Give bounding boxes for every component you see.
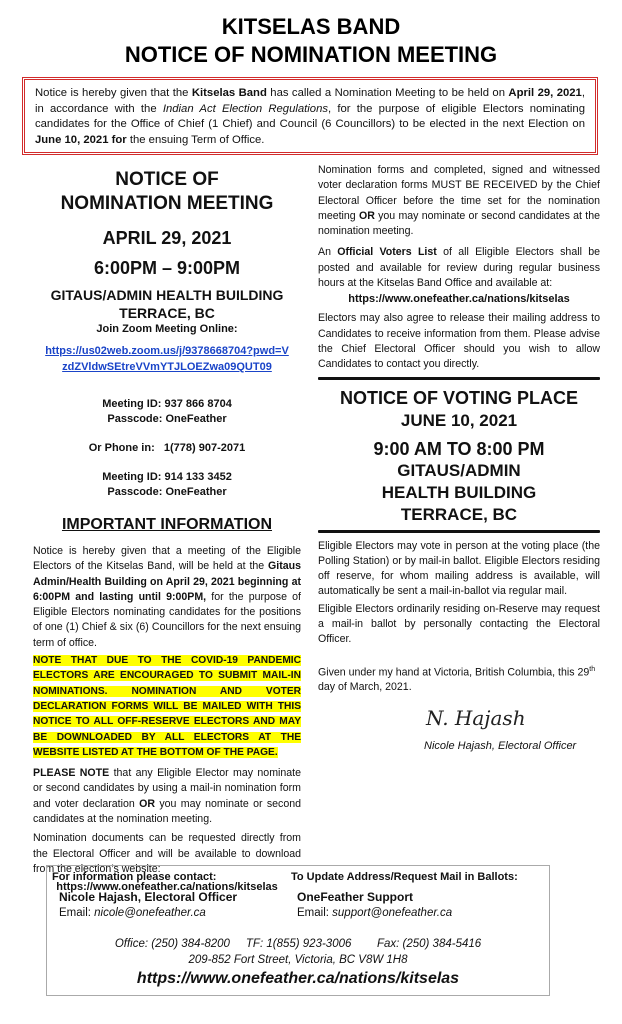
- zoom-link[interactable]: [33, 343, 301, 375]
- day: 29: [577, 666, 590, 679]
- meeting-location-2: TERRACE, BC: [119, 305, 215, 321]
- meeting-id-2: Meeting ID: 914 133 3452: [102, 471, 232, 483]
- email-label: Email:: [297, 907, 333, 919]
- regulations-name: Indian Act Election Regulations: [162, 102, 329, 115]
- footer-website-url[interactable]: https://www.onefeather.ca/nations/kitselas: [136, 970, 460, 987]
- election-website-url[interactable]: https://www.onefeather.ca/nations/kitselas: [56, 881, 278, 894]
- intro-notice-box: [22, 77, 598, 155]
- office-phone: Office: (250) 384-8200: [114, 938, 230, 950]
- divider-top: [318, 377, 600, 380]
- meeting-heading-1: NOTICE OF: [115, 169, 219, 190]
- right-column: [318, 163, 600, 752]
- text: day of March, 2021.: [318, 681, 412, 694]
- voting-paragraph-2: Eligible Electors ordinarily residing on-Reserve may request a mail-in ballot by personally contacting the Electoral Officer.: [318, 602, 600, 646]
- email-link[interactable]: support@onefeather.ca: [332, 907, 453, 919]
- right-paragraph-2: [318, 245, 600, 291]
- text: for the purpose of Eligible Electors nominating candidates for the positions of one (1) Chief & six (6) Councillors for the next ensuing term of office.: [33, 590, 301, 649]
- voting-date: JUNE 10, 2021: [400, 410, 518, 430]
- intro-text: , in accordance with the: [35, 87, 585, 115]
- text: Nomination forms and completed, signed and witnessed voter declaration forms MUST BE RECEIVED by the Chief Electoral Officer before the time set for the nomination meeting: [318, 164, 600, 222]
- document-title: KITSELAS BAND: [221, 14, 401, 39]
- voters-list-url[interactable]: https://www.onefeather.ca/nations/kitselas: [348, 293, 570, 306]
- voting-paragraph-1: Eligible Electors may vote in person at the voting place (the Polling Station) or by mail-in ballot. Eligible Electors residing off reserve, for whom mailing address is available, will automatically be sent a mail-in-ballot via regular mail.: [318, 539, 600, 598]
- voters-list: Official Voters List: [337, 246, 437, 259]
- email-link[interactable]: nicole@onefeather.ca: [94, 907, 206, 919]
- meeting-location-1: GITAUS/ADMIN HEALTH BUILDING: [50, 287, 284, 303]
- right-paragraph-1: [318, 163, 600, 239]
- signature: N. Hajash: [426, 705, 526, 730]
- passcode-1: Passcode: OneFeather: [107, 413, 227, 425]
- important-info-heading: IMPORTANT INFORMATION: [61, 516, 273, 533]
- divider-bottom: [318, 530, 600, 533]
- band-name: Kitselas Band: [191, 87, 267, 99]
- contact-email-left: [59, 907, 206, 919]
- zoom-link-line-1[interactable]: https://us02web.zoom.us/j/9378668704?pwd=V: [45, 345, 289, 357]
- please-note: PLEASE NOTE: [33, 767, 110, 780]
- voting-location-1: GITAUS/ADMIN: [397, 460, 521, 480]
- signer-name: Nicole Hajash, Electoral Officer: [424, 739, 577, 752]
- voting-time: 9:00 AM TO 8:00 PM: [373, 438, 545, 459]
- ordinal: th: [589, 665, 596, 673]
- contact-name-left: Nicole Hajash, Electoral Officer: [59, 890, 238, 904]
- given-under-hand: [318, 662, 600, 696]
- text: of all Eligible Electors shall be posted and available for review during regular business hours at the Kitselas Band Office and available at:: [318, 246, 600, 290]
- or-bold: OR: [139, 797, 155, 810]
- contact-name-right: OneFeather Support: [297, 890, 414, 904]
- toll-free-phone: TF: 1(855) 923-3006: [245, 938, 352, 950]
- fax-number: Fax: (250) 384-5416: [376, 938, 482, 950]
- intro-paragraph: [35, 86, 585, 148]
- intro-text: the ensuing Term of Office.: [126, 133, 265, 146]
- text: you may nominate or second candidates at the nomination meeting.: [33, 797, 301, 826]
- meeting-date: APRIL 29, 2021: [102, 228, 232, 248]
- important-paragraph-3: Nomination documents can be requested directly from the Electoral Officer and will be available to download from the election’s website:: [33, 832, 301, 875]
- contact-heading-right: To Update Address/Request Mail in Ballots:: [291, 871, 518, 883]
- text: that any Eligible Elector may nominate or second candidates by using a mail-in nomination form and voter declaration: [33, 767, 301, 810]
- contact-box: [46, 865, 550, 996]
- text: you may nominate or second candidates at the nomination meeting.: [318, 209, 600, 238]
- left-column: [33, 168, 301, 893]
- important-paragraph-2: [33, 766, 301, 827]
- voting-heading: NOTICE OF VOTING PLACE: [339, 387, 578, 408]
- zoom-link-line-2[interactable]: zdZVldwSEtreVVmYTJLOEZwa09QUT09: [62, 361, 272, 373]
- phone-numbers: [47, 938, 549, 950]
- meeting-heading-2: NOMINATION MEETING: [60, 193, 274, 214]
- important-paragraph-1: [33, 544, 301, 651]
- intro-text: has called a Nomination Meeting to be held on: [266, 87, 509, 99]
- covid-note: [33, 653, 301, 760]
- intro-text: , for the purpose of eligible Electors nominating candidates for the Office of Chief (1 Chief) and Council (6 Councillors) to be elected in the next Election on: [35, 102, 586, 130]
- text-bold: Gitaus Admin/Health Building on April 29, 2021 beginning at 6:00PM and lasting until 9:00PM,: [33, 560, 301, 603]
- election-date: June 10, 2021 for: [35, 133, 127, 146]
- voting-location-2: HEALTH BUILDING: [381, 482, 537, 502]
- contact-email-right: [297, 907, 452, 919]
- or-bold: OR: [358, 209, 375, 222]
- email-label: Email:: [59, 907, 95, 919]
- voting-location-3: TERRACE, BC: [400, 504, 518, 524]
- contact-heading-left: For information please contact:: [52, 871, 217, 883]
- text: An: [318, 246, 338, 259]
- phone-in: Or Phone in: 1(778) 907-2071: [88, 442, 246, 454]
- right-paragraph-3: Electors may also agree to release their mailing address to Candidates to receive information from them. Please advise the Chief Electoral Officer should you wish to allow Candidates to contact you directly.: [318, 312, 600, 371]
- meeting-date: April 29, 2021: [508, 87, 582, 99]
- meeting-time: 6:00PM – 9:00PM: [93, 258, 241, 278]
- covid-note-highlight: NOTE THAT DUE TO THE COVID-19 PANDEMIC ELECTORS ARE ENCOURAGED TO SUBMIT MAIL-IN NOMINATIONS. NOMINATION AND VOTER DECLARATION FORMS WILL BE MAILED WITH THIS NOTICE TO ALL OFF-RESERVE ELECTORS AND MAY BE DOWNLOADED BY ALL ELECTORS AT THE WEBSITE LISTED AT THE BOTTOM OF THE PAGE.: [33, 655, 301, 758]
- intro-text: Notice is hereby given that the: [35, 87, 192, 99]
- text: Notice is hereby given that a meeting of the Eligible Electors of the Kitselas Band, will be held at the: [33, 545, 301, 573]
- passcode-2: Passcode: OneFeather: [107, 486, 227, 498]
- text: Given under my hand at Victoria, British Columbia, this: [318, 666, 578, 679]
- meeting-id-1: Meeting ID: 937 866 8704: [102, 398, 232, 410]
- document-subtitle: NOTICE OF NOMINATION MEETING: [124, 42, 498, 67]
- zoom-label: Join Zoom Meeting Online:: [96, 323, 238, 335]
- office-address: 209-852 Fort Street, Victoria, BC V8W 1H8: [188, 954, 408, 966]
